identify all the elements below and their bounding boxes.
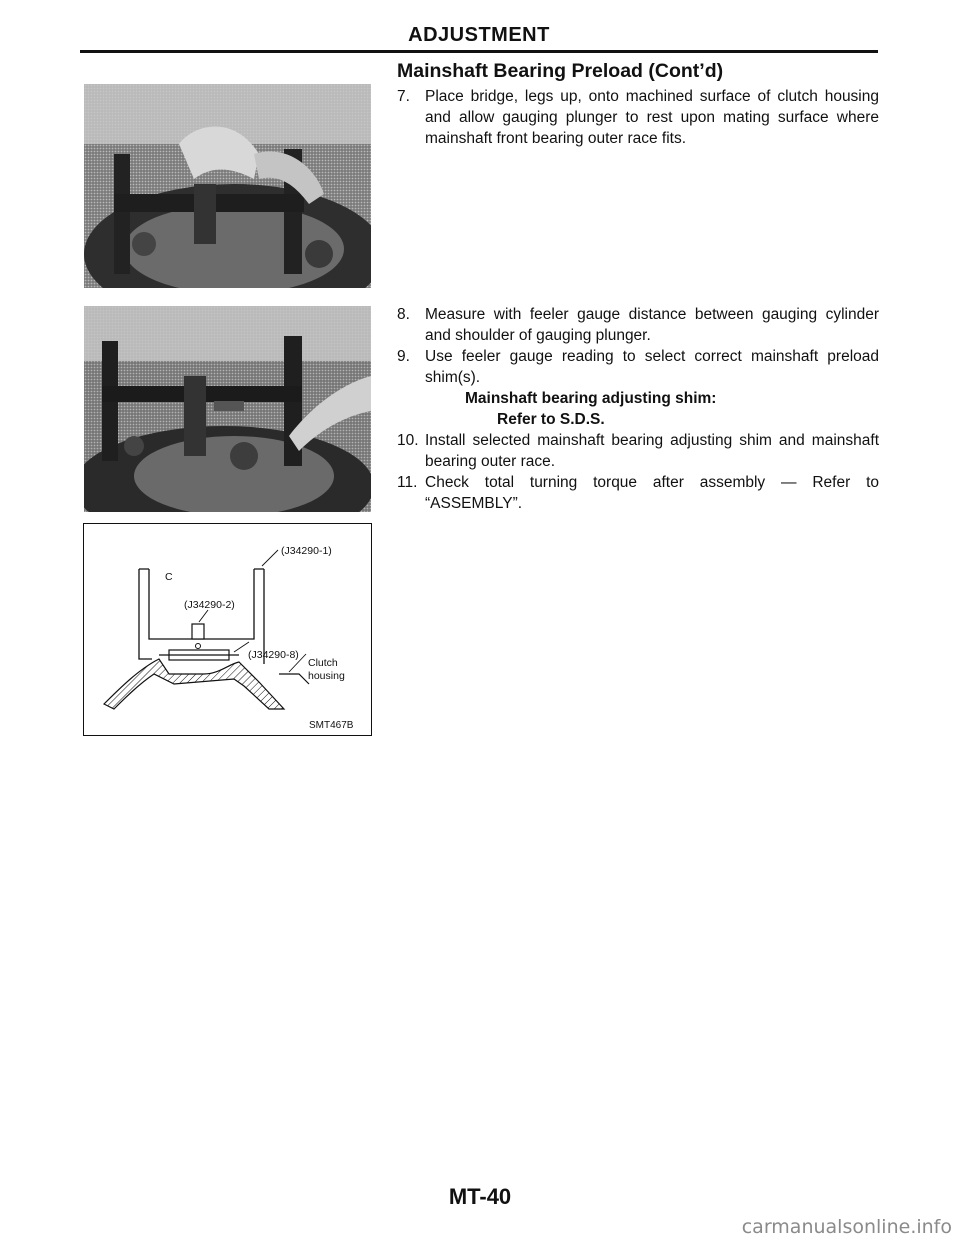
spec-label: Mainshaft bearing adjusting shim:	[465, 390, 717, 407]
photo-bridge-placement	[84, 84, 371, 288]
step-text: Install selected mainshaft bearing adjusting shim and mainshaft bearing outer race.	[425, 432, 879, 470]
step-number: 7.	[397, 88, 410, 105]
step-text: Use feeler gauge reading to select correct mainshaft preload shim(s).	[425, 348, 879, 386]
page-header: ADJUSTMENT	[408, 24, 550, 46]
step-text: Place bridge, legs up, onto machined surface of clutch housing and allow gauging plunger to rest upon mating surface where mainshaft front bearing outer race fits.	[425, 88, 879, 147]
label-j34290-8: (J34290-8)	[248, 649, 299, 661]
gauging-plunger	[192, 624, 204, 639]
step-number: 10.	[397, 432, 419, 449]
label-c: C	[165, 571, 173, 583]
bridge-left-leg	[139, 569, 152, 659]
step-11	[397, 472, 879, 514]
step-10	[397, 430, 879, 472]
steps-group-a	[397, 86, 879, 149]
watermark[interactable]: carmanualsonline.info	[741, 1216, 952, 1238]
page-number: MT-40	[448, 1184, 512, 1209]
photo-feeler-gauge	[84, 306, 371, 512]
header-rule	[80, 50, 878, 53]
label-j34290-2: (J34290-2)	[184, 599, 235, 611]
step-9	[397, 346, 879, 388]
step-number: 8.	[397, 306, 410, 323]
step-text: Check total turning torque after assembly — Refer to “ASSEMBLY”.	[425, 474, 879, 512]
step-number: 11.	[397, 474, 418, 491]
tool-diagram	[83, 523, 372, 736]
figure-code: SMT467B	[309, 720, 354, 731]
section-title: Mainshaft Bearing Preload (Cont’d)	[397, 60, 724, 82]
label-housing: housing	[308, 670, 345, 682]
label-clutch: Clutch	[308, 657, 338, 669]
step-8	[397, 304, 879, 346]
spec-value: Refer to S.D.S.	[497, 411, 605, 428]
step-text: Measure with feeler gauge distance between gauging cylinder and shoulder of gauging plunger.	[425, 306, 879, 344]
clutch-housing-shape	[104, 659, 284, 709]
step-7	[397, 86, 879, 149]
steps-group-b	[397, 304, 879, 514]
step-number: 9.	[397, 348, 410, 365]
label-j34290-1: (J34290-1)	[281, 545, 332, 557]
